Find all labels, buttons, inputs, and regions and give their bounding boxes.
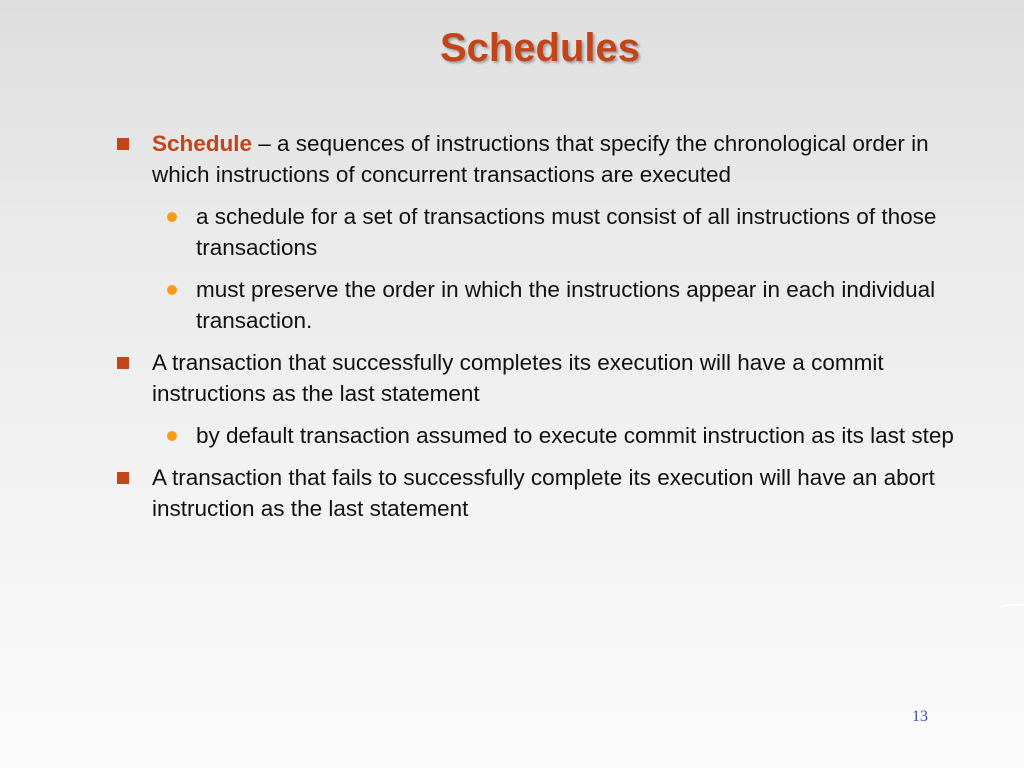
sub-bullet-item [112, 420, 972, 451]
square-bullet-icon [117, 138, 129, 150]
bullet-text: A transaction that successfully completes its execution will have a commit instructions as the last statement [152, 350, 884, 406]
sub-bullet-item [112, 201, 972, 263]
keyword-schedule: Schedule [152, 131, 253, 156]
bullet-item-schedule [112, 128, 972, 190]
sub-bullet-text: must preserve the order in which the instructions appear in each individual transaction. [196, 277, 936, 333]
bullet-item-commit [112, 347, 972, 409]
decorative-swoosh [998, 604, 1024, 612]
bullet-text: A transaction that fails to successfully complete its execution will have an abort instruction as the last statement [152, 465, 935, 521]
sub-bullet-text: by default transaction assumed to execute commit instruction as its last step [196, 423, 954, 448]
slide-title: Schedules [439, 26, 641, 70]
slide-content [112, 128, 972, 535]
round-bullet-icon [167, 285, 177, 295]
sub-bullet-item [112, 274, 972, 336]
square-bullet-icon [117, 472, 129, 484]
bullet-text: – a sequences of instructions that specify the chronological order in which instructions of concurrent transactions are executed [152, 131, 929, 187]
bullet-item-abort [112, 462, 972, 524]
sub-bullet-text: a schedule for a set of transactions must consist of all instructions of those transactions [196, 204, 937, 260]
page-number: 13 [912, 708, 928, 725]
square-bullet-icon [117, 357, 129, 369]
round-bullet-icon [167, 212, 177, 222]
round-bullet-icon [167, 431, 177, 441]
